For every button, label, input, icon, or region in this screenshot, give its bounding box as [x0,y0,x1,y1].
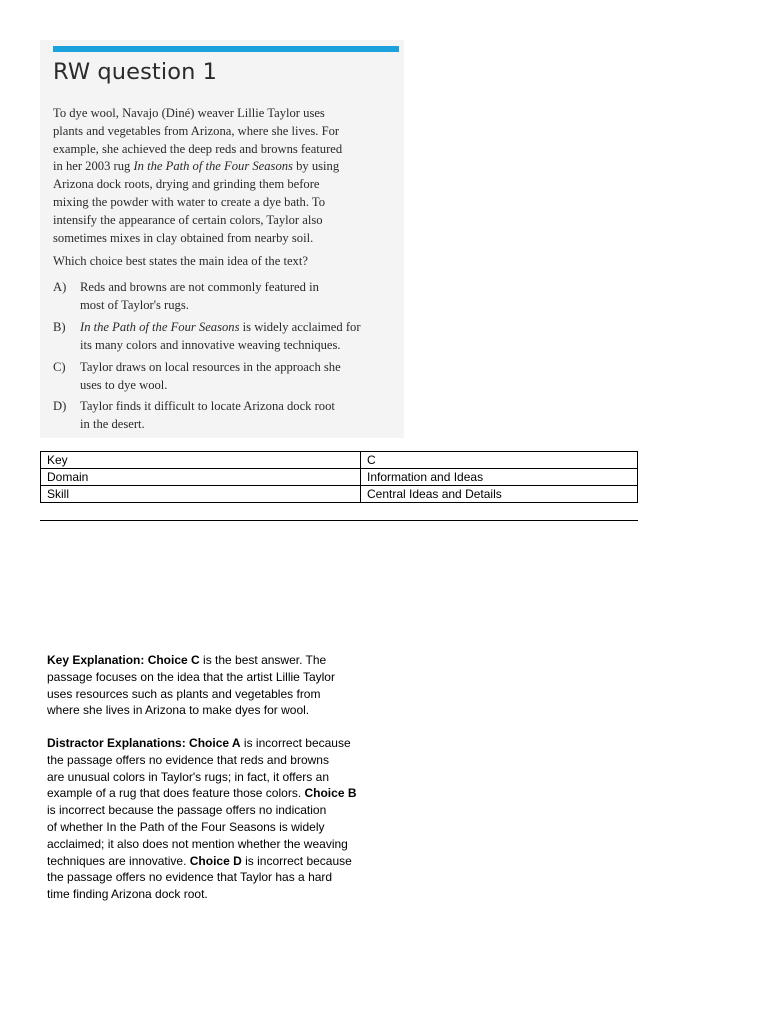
horizontal-rule [40,520,638,521]
table-cell-value: Information and Ideas [361,469,638,486]
explanation-line: where she lives in Arizona to make dyes for wool. [47,703,310,718]
passage-text [53,105,403,247]
explanation-line [47,785,387,802]
passage-line: intensify the appearance of certain colors, Taylor also [53,212,323,227]
explanation-line [47,735,387,752]
rug-title: In the Path of the Four Seasons [80,320,240,334]
passage-line [53,158,403,176]
question-image [40,40,404,438]
passage-segment: in her 2003 rug [53,159,134,174]
choice-line: uses to dye wool. [80,378,168,392]
explanation-segment: example of a rug that does feature those colors. [47,786,305,801]
explanation-heading: Key Explanation: [47,653,148,667]
choice-line: in the desert. [80,417,145,431]
passage-line: Arizona dock roots, drying and grinding them before [53,177,320,192]
choice-text [80,318,361,354]
passage-line: sometimes mixes in clay obtained from nearby soil. [53,230,314,245]
choice-text [80,358,341,394]
choice-letter: A) [53,280,67,294]
choice-line: Taylor draws on local resources in the approach she [80,360,341,374]
distractor-explanation [47,735,387,903]
table-cell-label: Domain [41,469,361,486]
explanation-line: the passage offers no evidence that Taylor has a hard [47,870,333,885]
key-explanation [47,652,387,719]
explanation-segment: is incorrect because [240,736,351,750]
explanation-segment: techniques are innovative. [47,853,190,868]
table-row [41,452,638,469]
explanation-line: acclaimed; it also does not mention whether the weaving [47,836,348,851]
choice-letter: B) [53,320,66,334]
question-prompt: Which choice best states the main idea of the text? [53,254,308,268]
table-row [41,469,638,486]
choice-line: most of Taylor's rugs. [80,298,189,312]
accent-bar [53,46,399,52]
table-cell-label: Key [41,452,361,469]
choice-line: its many colors and innovative weaving techniques. [80,338,341,352]
rug-title: In the Path of the Four Seasons [133,159,293,174]
explanation-line [47,853,387,870]
passage-line: mixing the powder with water to create a dye bath. To [53,194,326,209]
explanation-line: passage focuses on the idea that the artist Lillie Taylor [47,669,335,684]
passage-line: plants and vegetables from Arizona, where she lives. For [53,123,340,138]
table-row [41,486,638,503]
explanation-segment: is the best answer. The [199,653,327,667]
explanation-line: the passage offers no evidence that reds and browns [47,752,329,767]
passage-line: To dye wool, Navajo (Diné) weaver Lillie Taylor uses [53,106,325,120]
choice-line: Taylor finds it difficult to locate Arizona dock root [80,399,335,413]
choice-reference: Choice B [304,786,357,801]
choice-reference: Choice D [189,853,242,868]
explanation-line: uses resources such as plants and vegetables from [47,686,321,701]
choice-letter: D) [53,399,67,413]
passage-line: example, she achieved the deep reds and browns featured [53,141,343,156]
passage-segment: by using [292,159,340,174]
choice-text [80,397,335,433]
explanation-line [47,652,387,669]
answer-meta-table [40,451,638,503]
explanation-line: time finding Arizona dock root. [47,887,208,902]
explanation-segment: is incorrect because [241,853,352,868]
explanation-line: of whether In the Path of the Four Seasons is widely [47,819,325,834]
choice-line: Reds and browns are not commonly featured in [80,280,319,294]
choice-line: is widely acclaimed for [239,320,361,334]
choice-reference: Choice C [147,653,200,667]
choice-letter: C) [53,360,66,374]
table-cell-value: Central Ideas and Details [361,486,638,503]
table-cell-label: Skill [41,486,361,503]
explanation-heading: Distractor Explanations: [47,736,190,750]
explanation-line: are unusual colors in Taylor's rugs; in fact, it offers an [47,769,329,784]
choice-reference: Choice A [189,736,241,750]
question-title: RW question 1 [53,59,218,85]
table-cell-value: C [361,452,638,469]
choice-text [80,278,319,314]
explanation-line: is incorrect because the passage offers no indication [47,803,327,818]
